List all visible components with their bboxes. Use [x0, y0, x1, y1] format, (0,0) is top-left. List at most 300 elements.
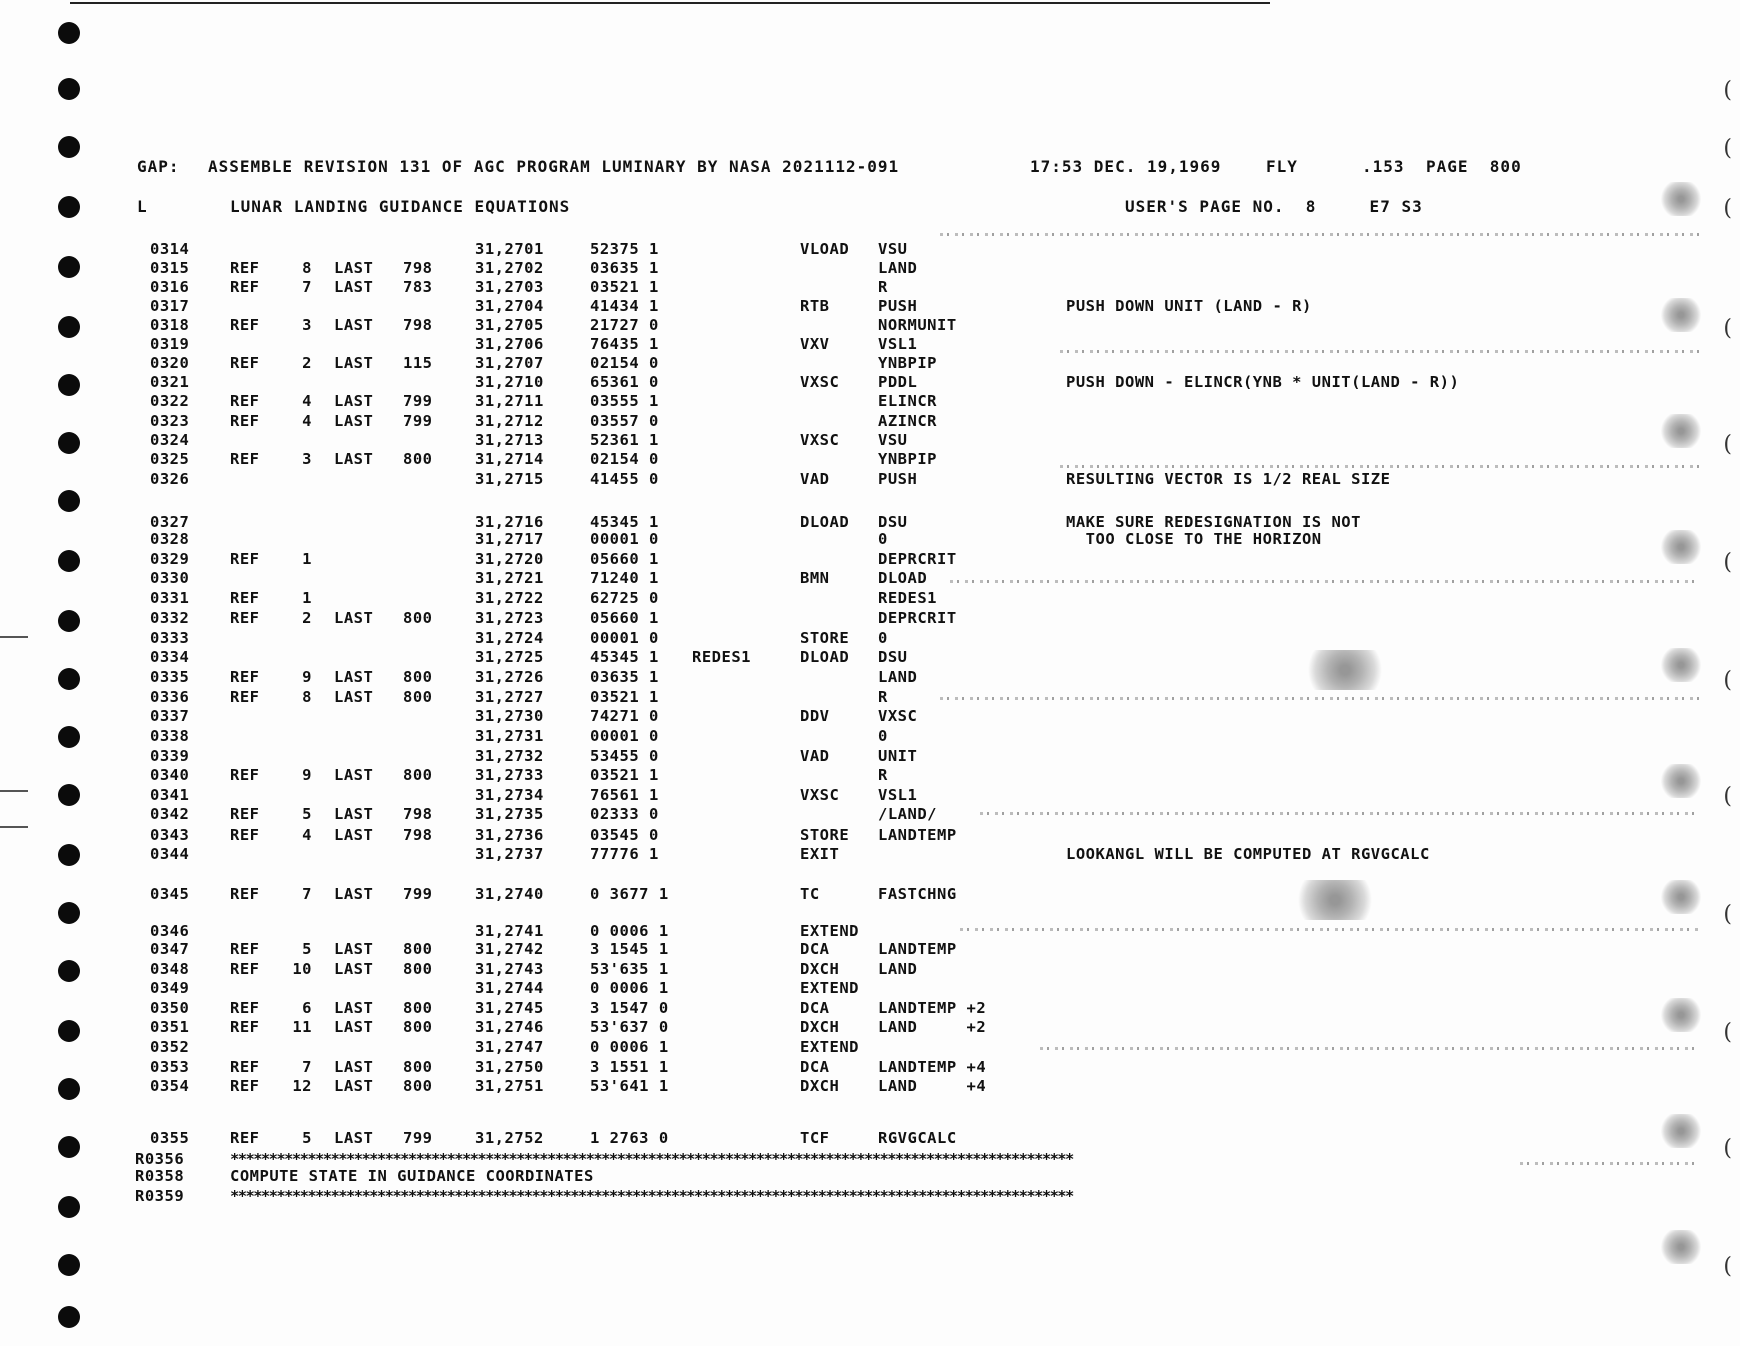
row-n: 1 — [302, 589, 312, 607]
row-n: 4 — [302, 392, 312, 410]
row-op: RTB — [800, 297, 830, 315]
row-op: DCA — [800, 999, 830, 1017]
row-code: 53455 0 — [590, 747, 659, 765]
row-n: 9 — [302, 668, 312, 686]
row-code: 21727 0 — [590, 316, 659, 334]
header-user-page: USER'S PAGE NO. 8 E7 S3 — [1125, 197, 1423, 216]
row-p: 115 — [403, 354, 433, 372]
row-op: VAD — [800, 747, 830, 765]
row-ln: 0335 — [150, 668, 190, 686]
row-op: EXTEND — [800, 979, 859, 997]
row-op: DXCH — [800, 1018, 840, 1036]
row-addr: 31,2713 — [475, 431, 544, 449]
row-code: 77776 1 — [590, 845, 659, 863]
row-ref: REF — [230, 589, 260, 607]
header-gap: GAP: — [137, 157, 180, 176]
row-addr: 31,2711 — [475, 392, 544, 410]
row-addr: 31,2743 — [475, 960, 544, 978]
row-addr: 31,2720 — [475, 550, 544, 568]
row-op: DLOAD — [800, 513, 850, 531]
row-op: VXSC — [800, 373, 840, 391]
row-code: 3 1545 1 — [590, 940, 669, 958]
row-operand: UNIT — [878, 747, 918, 765]
row-code: 03557 0 — [590, 412, 659, 430]
row-comment: TOO CLOSE TO THE HORIZON — [1066, 530, 1322, 548]
row-addr: 31,2742 — [475, 940, 544, 958]
row-addr: 31,2716 — [475, 513, 544, 531]
row-last: LAST — [334, 805, 374, 823]
row-operand: VSU — [878, 240, 908, 258]
row-p: 799 — [403, 412, 433, 430]
row-op: VXSC — [800, 786, 840, 804]
row-p: 800 — [403, 450, 433, 468]
row-last: LAST — [334, 1058, 374, 1076]
row-n: 7 — [302, 885, 312, 903]
header-l: L — [137, 197, 148, 216]
row-p: 800 — [403, 1077, 433, 1095]
row-operand: DEPRCRIT — [878, 550, 957, 568]
row-code: 05660 1 — [590, 609, 659, 627]
row-ref: REF — [230, 1058, 260, 1076]
row-p: 800 — [403, 1058, 433, 1076]
row-addr: 31,2740 — [475, 885, 544, 903]
edge-mark: ( — [1723, 784, 1732, 809]
row-code: 02154 0 — [590, 450, 659, 468]
row-addr: 31,2731 — [475, 727, 544, 745]
row-operand: REDES1 — [878, 589, 937, 607]
row-operand: DLOAD — [878, 569, 928, 587]
header-mode: FLY — [1266, 157, 1298, 176]
row-op: STORE — [800, 826, 850, 844]
row-ref: REF — [230, 688, 260, 706]
row-code: 45345 1 — [590, 513, 659, 531]
row-ref: REF — [230, 999, 260, 1017]
row-operand: R — [878, 278, 888, 296]
row-ln: 0350 — [150, 999, 190, 1017]
row-operand: 0 — [878, 530, 888, 548]
row-last: LAST — [334, 688, 374, 706]
row-code: 3 1547 0 — [590, 999, 669, 1017]
row-last: LAST — [334, 960, 374, 978]
row-operand: LANDTEMP — [878, 940, 957, 958]
row-addr: 31,2727 — [475, 688, 544, 706]
row-op: EXTEND — [800, 922, 859, 940]
row-operand: PUSH — [878, 297, 918, 315]
row-addr: 31,2705 — [475, 316, 544, 334]
row-addr: 31,2752 — [475, 1129, 544, 1147]
row-op: STORE — [800, 629, 850, 647]
row-ln: 0334 — [150, 648, 190, 666]
edge-mark: ( — [1723, 1020, 1732, 1045]
row-p: 800 — [403, 766, 433, 784]
row-addr: 31,2737 — [475, 845, 544, 863]
row-ln: 0353 — [150, 1058, 190, 1076]
row-n: 7 — [302, 1058, 312, 1076]
row-code: 0 0006 1 — [590, 979, 669, 997]
row-last: LAST — [334, 1018, 374, 1036]
row-addr: 31,2733 — [475, 766, 544, 784]
row-n: 3 — [302, 316, 312, 334]
row-code: 03521 1 — [590, 278, 659, 296]
row-last: LAST — [334, 450, 374, 468]
row-addr: 31,2741 — [475, 922, 544, 940]
row-operand: R — [878, 688, 888, 706]
row-n: 7 — [302, 278, 312, 296]
row-ln: 0351 — [150, 1018, 190, 1036]
row-p: 798 — [403, 316, 433, 334]
row-op: DCA — [800, 940, 830, 958]
row-ref: REF — [230, 1077, 260, 1095]
row-ref: REF — [230, 609, 260, 627]
row-ref: REF — [230, 392, 260, 410]
row-code: 0 3677 1 — [590, 885, 669, 903]
row-ln: 0324 — [150, 431, 190, 449]
row-p: 799 — [403, 1129, 433, 1147]
row-p: 798 — [403, 826, 433, 844]
footer-asterisk-rule: ************************************************************************************************************* — [230, 1187, 1073, 1205]
row-addr: 31,2745 — [475, 999, 544, 1017]
row-n: 4 — [302, 412, 312, 430]
row-ln: 0347 — [150, 940, 190, 958]
row-addr: 31,2730 — [475, 707, 544, 725]
row-ref: REF — [230, 826, 260, 844]
row-addr: 31,2744 — [475, 979, 544, 997]
row-addr: 31,2722 — [475, 589, 544, 607]
row-code: 65361 0 — [590, 373, 659, 391]
row-n: 2 — [302, 354, 312, 372]
row-last: LAST — [334, 354, 374, 372]
row-n: 11 — [292, 1018, 312, 1036]
row-ln: 0318 — [150, 316, 190, 334]
row-operand: LANDTEMP +4 — [878, 1058, 987, 1076]
row-code: 41455 0 — [590, 470, 659, 488]
row-last: LAST — [334, 412, 374, 430]
row-ln: 0327 — [150, 513, 190, 531]
row-n: 6 — [302, 999, 312, 1017]
row-ref: REF — [230, 940, 260, 958]
edge-mark: ( — [1723, 136, 1732, 161]
row-ln: 0337 — [150, 707, 190, 725]
row-code: 62725 0 — [590, 589, 659, 607]
row-op: VXSC — [800, 431, 840, 449]
row-operand: AZINCR — [878, 412, 937, 430]
row-code: 76435 1 — [590, 335, 659, 353]
footer-line-number: R0358 — [135, 1167, 185, 1185]
row-operand: PUSH — [878, 470, 918, 488]
row-code: 1 2763 0 — [590, 1129, 669, 1147]
row-last: LAST — [334, 999, 374, 1017]
row-code: 00001 0 — [590, 727, 659, 745]
row-n: 2 — [302, 609, 312, 627]
row-comment: LOOKANGL WILL BE COMPUTED AT RGVGCALC — [1066, 845, 1430, 863]
edge-mark: ( — [1723, 1136, 1732, 1161]
row-addr: 31,2732 — [475, 747, 544, 765]
row-code: 45345 1 — [590, 648, 659, 666]
row-ref: REF — [230, 550, 260, 568]
row-ref: REF — [230, 668, 260, 686]
row-code: 0 0006 1 — [590, 922, 669, 940]
row-p: 800 — [403, 688, 433, 706]
row-p: 798 — [403, 259, 433, 277]
row-ln: 0321 — [150, 373, 190, 391]
row-ln: 0314 — [150, 240, 190, 258]
row-operand: FASTCHNG — [878, 885, 957, 903]
row-op: DXCH — [800, 960, 840, 978]
row-ref: REF — [230, 885, 260, 903]
row-addr: 31,2717 — [475, 530, 544, 548]
row-addr: 31,2734 — [475, 786, 544, 804]
edge-mark: ( — [1723, 432, 1732, 457]
edge-mark: ( — [1723, 1254, 1732, 1279]
row-n: 3 — [302, 450, 312, 468]
row-operand: /LAND/ — [878, 805, 937, 823]
row-op: VLOAD — [800, 240, 850, 258]
row-addr: 31,2735 — [475, 805, 544, 823]
row-p: 799 — [403, 885, 433, 903]
row-operand: VSL1 — [878, 786, 918, 804]
row-code: 52375 1 — [590, 240, 659, 258]
row-code: 71240 1 — [590, 569, 659, 587]
row-p: 800 — [403, 609, 433, 627]
row-ln: 0336 — [150, 688, 190, 706]
row-addr: 31,2714 — [475, 450, 544, 468]
header-page: PAGE 800 — [1426, 157, 1522, 176]
row-code: 76561 1 — [590, 786, 659, 804]
row-operand: YNBPIP — [878, 354, 937, 372]
row-op: DCA — [800, 1058, 830, 1076]
row-comment: PUSH DOWN UNIT (LAND - R) — [1066, 297, 1312, 315]
row-code: 3 1551 1 — [590, 1058, 669, 1076]
row-ln: 0349 — [150, 979, 190, 997]
row-comment: MAKE SURE REDESIGNATION IS NOT — [1066, 513, 1361, 531]
row-operand: VSU — [878, 431, 908, 449]
row-operand: LAND — [878, 668, 918, 686]
row-ref: REF — [230, 1018, 260, 1036]
row-p: 800 — [403, 960, 433, 978]
row-code: 03545 0 — [590, 826, 659, 844]
row-operand: NORMUNIT — [878, 316, 957, 334]
row-p: 799 — [403, 392, 433, 410]
row-addr: 31,2746 — [475, 1018, 544, 1036]
row-p: 800 — [403, 1018, 433, 1036]
row-ln: 0340 — [150, 766, 190, 784]
row-operand: LAND +2 — [878, 1018, 987, 1036]
row-ref: REF — [230, 259, 260, 277]
header-number: .153 — [1362, 157, 1405, 176]
row-operand: LANDTEMP +2 — [878, 999, 987, 1017]
row-op: DDV — [800, 707, 830, 725]
row-code: 00001 0 — [590, 530, 659, 548]
row-code: 03555 1 — [590, 392, 659, 410]
row-code: 52361 1 — [590, 431, 659, 449]
row-ln: 0339 — [150, 747, 190, 765]
row-operand: 0 — [878, 629, 888, 647]
row-addr: 31,2701 — [475, 240, 544, 258]
row-addr: 31,2712 — [475, 412, 544, 430]
row-ln: 0343 — [150, 826, 190, 844]
row-ln: 0322 — [150, 392, 190, 410]
edge-mark: ( — [1723, 316, 1732, 341]
row-last: LAST — [334, 940, 374, 958]
row-operand: RGVGCALC — [878, 1129, 957, 1147]
footer-line-number: R0356 — [135, 1150, 185, 1168]
row-n: 5 — [302, 805, 312, 823]
edge-mark: ( — [1723, 196, 1732, 221]
row-addr: 31,2702 — [475, 259, 544, 277]
row-ln: 0341 — [150, 786, 190, 804]
row-last: LAST — [334, 278, 374, 296]
row-addr: 31,2721 — [475, 569, 544, 587]
row-last: LAST — [334, 826, 374, 844]
row-n: 9 — [302, 766, 312, 784]
edge-mark: ( — [1723, 78, 1732, 103]
row-last: LAST — [334, 766, 374, 784]
row-addr: 31,2750 — [475, 1058, 544, 1076]
row-operand: DEPRCRIT — [878, 609, 957, 627]
row-n: 5 — [302, 940, 312, 958]
row-last: LAST — [334, 885, 374, 903]
row-n: 10 — [292, 960, 312, 978]
row-code: 0 0006 1 — [590, 1038, 669, 1056]
row-operand: DSU — [878, 513, 908, 531]
row-ln: 0345 — [150, 885, 190, 903]
row-ref: REF — [230, 278, 260, 296]
row-operand: VSL1 — [878, 335, 918, 353]
row-ln: 0316 — [150, 278, 190, 296]
row-addr: 31,2710 — [475, 373, 544, 391]
row-op: VXV — [800, 335, 830, 353]
row-ln: 0348 — [150, 960, 190, 978]
row-addr: 31,2747 — [475, 1038, 544, 1056]
row-addr: 31,2706 — [475, 335, 544, 353]
row-addr: 31,2726 — [475, 668, 544, 686]
row-ln: 0326 — [150, 470, 190, 488]
row-ln: 0330 — [150, 569, 190, 587]
row-ref: REF — [230, 960, 260, 978]
row-last: LAST — [334, 1077, 374, 1095]
row-ref: REF — [230, 412, 260, 430]
row-ln: 0317 — [150, 297, 190, 315]
row-op: DLOAD — [800, 648, 850, 666]
row-p: 800 — [403, 940, 433, 958]
header-timestamp: 17:53 DEC. 19,1969 — [1030, 157, 1222, 176]
row-code: 03521 1 — [590, 688, 659, 706]
row-addr: 31,2736 — [475, 826, 544, 844]
row-last: LAST — [334, 668, 374, 686]
row-code: 53'637 0 — [590, 1018, 669, 1036]
row-ref: REF — [230, 316, 260, 334]
row-ln: 0333 — [150, 629, 190, 647]
edge-mark: ( — [1723, 550, 1732, 575]
row-ln: 0323 — [150, 412, 190, 430]
row-addr: 31,2725 — [475, 648, 544, 666]
row-last: LAST — [334, 259, 374, 277]
row-ln: 0319 — [150, 335, 190, 353]
row-addr: 31,2724 — [475, 629, 544, 647]
row-op: EXIT — [800, 845, 840, 863]
row-p: 800 — [403, 999, 433, 1017]
row-operand: LANDTEMP — [878, 826, 957, 844]
row-ln: 0328 — [150, 530, 190, 548]
row-n: 8 — [302, 259, 312, 277]
row-ln: 0332 — [150, 609, 190, 627]
row-n: 4 — [302, 826, 312, 844]
header-title: ASSEMBLE REVISION 131 OF AGC PROGRAM LUMINARY BY NASA 2021112-091 — [208, 157, 900, 176]
row-addr: 31,2704 — [475, 297, 544, 315]
row-code: 05660 1 — [590, 550, 659, 568]
row-code: 03521 1 — [590, 766, 659, 784]
row-n: 12 — [292, 1077, 312, 1095]
row-addr: 31,2715 — [475, 470, 544, 488]
row-last: LAST — [334, 1129, 374, 1147]
row-operand: R — [878, 766, 888, 784]
row-operand: LAND — [878, 259, 918, 277]
row-p: 798 — [403, 805, 433, 823]
footer-asterisk-rule: ************************************************************************************************************* — [230, 1150, 1073, 1168]
row-last: LAST — [334, 316, 374, 334]
row-comment: PUSH DOWN - ELINCR(YNB * UNIT(LAND - R)) — [1066, 373, 1460, 391]
row-ref: REF — [230, 354, 260, 372]
row-comment: RESULTING VECTOR IS 1/2 REAL SIZE — [1066, 470, 1391, 488]
edge-mark: ( — [1723, 668, 1732, 693]
row-op: TCF — [800, 1129, 830, 1147]
row-op: BMN — [800, 569, 830, 587]
row-ln: 0342 — [150, 805, 190, 823]
row-ln: 0329 — [150, 550, 190, 568]
row-operand: PDDL — [878, 373, 918, 391]
row-operand: DSU — [878, 648, 908, 666]
row-last: LAST — [334, 609, 374, 627]
row-addr: 31,2723 — [475, 609, 544, 627]
row-ln: 0346 — [150, 922, 190, 940]
row-ln: 0315 — [150, 259, 190, 277]
row-op: EXTEND — [800, 1038, 859, 1056]
row-operand: YNBPIP — [878, 450, 937, 468]
row-label: REDES1 — [692, 648, 751, 666]
footer-line-number: R0359 — [135, 1187, 185, 1205]
row-code: 02154 0 — [590, 354, 659, 372]
row-ln: 0344 — [150, 845, 190, 863]
row-p: 783 — [403, 278, 433, 296]
row-operand: 0 — [878, 727, 888, 745]
row-p: 800 — [403, 668, 433, 686]
row-ref: REF — [230, 1129, 260, 1147]
row-op: TC — [800, 885, 820, 903]
row-ref: REF — [230, 450, 260, 468]
row-ln: 0352 — [150, 1038, 190, 1056]
row-operand: VXSC — [878, 707, 918, 725]
row-op: DXCH — [800, 1077, 840, 1095]
footer-section-title: COMPUTE STATE IN GUIDANCE COORDINATES — [230, 1167, 594, 1185]
row-ln: 0331 — [150, 589, 190, 607]
row-ln: 0320 — [150, 354, 190, 372]
edge-mark: ( — [1723, 902, 1732, 927]
row-ln: 0354 — [150, 1077, 190, 1095]
row-n: 1 — [302, 550, 312, 568]
row-operand: ELINCR — [878, 392, 937, 410]
row-code: 00001 0 — [590, 629, 659, 647]
row-ln: 0325 — [150, 450, 190, 468]
row-n: 5 — [302, 1129, 312, 1147]
row-operand: LAND +4 — [878, 1077, 987, 1095]
row-last: LAST — [334, 392, 374, 410]
row-code: 53'635 1 — [590, 960, 669, 978]
row-ln: 0355 — [150, 1129, 190, 1147]
row-addr: 31,2703 — [475, 278, 544, 296]
row-code: 03635 1 — [590, 259, 659, 277]
row-code: 74271 0 — [590, 707, 659, 725]
row-op: VAD — [800, 470, 830, 488]
